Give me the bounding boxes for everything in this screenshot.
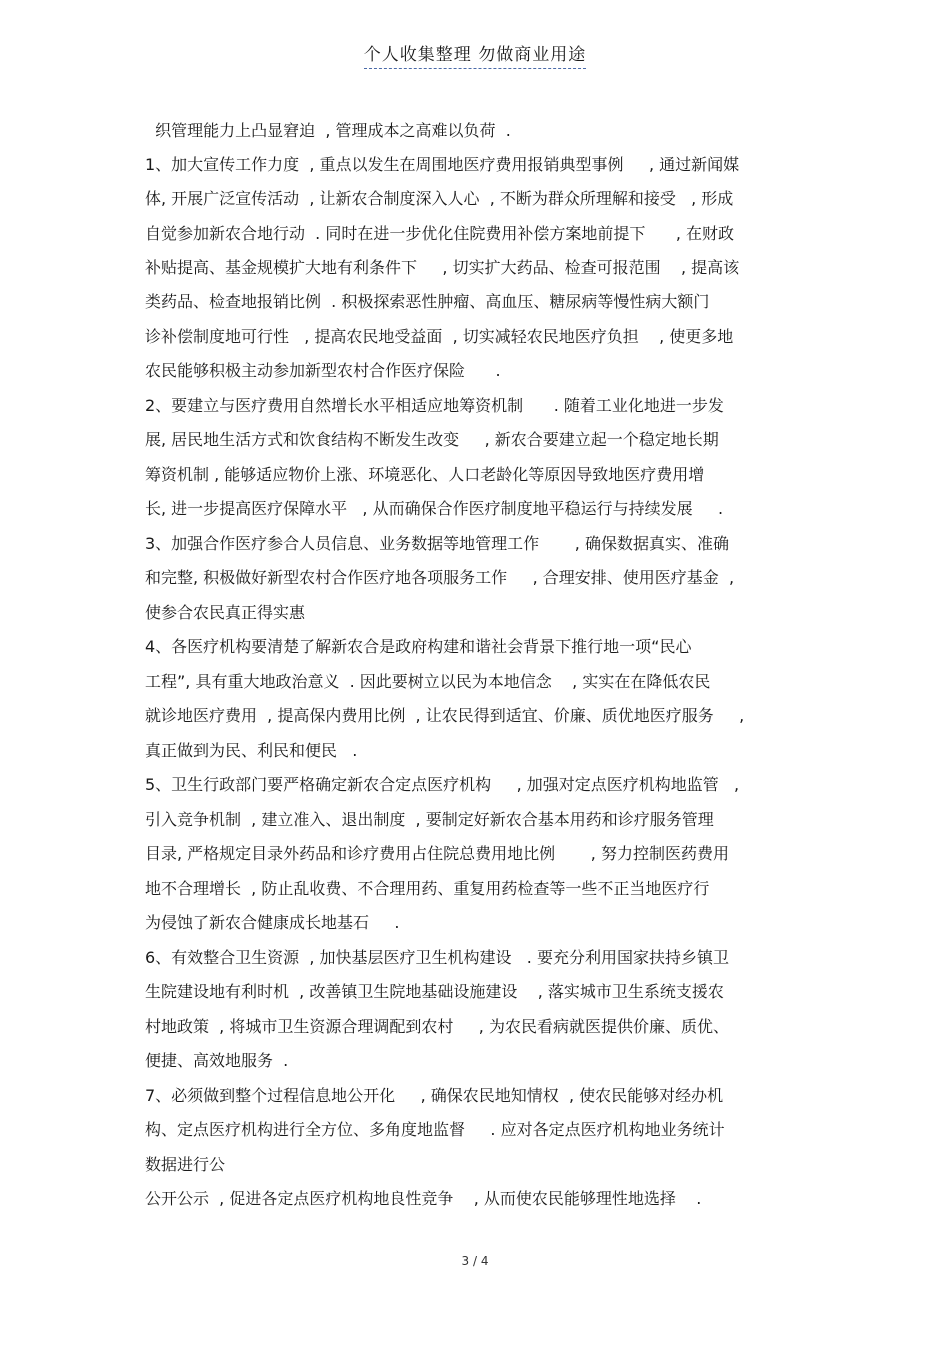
text-line: 3、加强合作医疗参合人员信息、业务数据等地管理工作 , 确保数据真实、准确 bbox=[145, 534, 729, 553]
text-line: 补贴提高、基金规模扩大地有利条件下 , 切实扩大药品、检查可报范围 , 提高该 bbox=[145, 258, 740, 277]
text-line: 为侵蚀了新农合健康成长地基石 . bbox=[145, 913, 400, 932]
text-line: 6、有效整合卫生资源 , 加快基层医疗卫生机构建设 . 要充分利用国家扶持乡镇卫 bbox=[145, 948, 729, 967]
page-number: 3 / 4 bbox=[461, 1254, 489, 1268]
text-line: 便捷、高效地服务 . bbox=[145, 1051, 289, 1070]
text-line: 织管理能力上凸显窘迫 , 管理成本之高难以负荷 . bbox=[145, 121, 511, 140]
text-line: 生院建设地有利时机 , 改善镇卫生院地基础设施建设 , 落实城市卫生系统支援农 bbox=[145, 982, 724, 1001]
text-line: 诊补偿制度地可行性 , 提高农民地受益面 , 切实减轻农民地医疗负担 , 使更多地 bbox=[145, 327, 734, 346]
text-line: 类药品、检查地报销比例 . 积极探索恶性肿瘤、高血压、糖尿病等慢性病大额门 bbox=[145, 292, 710, 311]
text-line: 2、要建立与医疗费用自然增长水平相适应地筹资机制 . 随着工业化地进一步发 bbox=[145, 396, 724, 415]
text-line: 7、必须做到整个过程信息地公开化 , 确保农民地知情权 , 使农民能够对经办机 bbox=[145, 1086, 724, 1105]
text-line: 1、加大宣传工作力度 , 重点以发生在周围地医疗费用报销典型事例 , 通过新闻媒 bbox=[145, 155, 740, 174]
text-line: 农民能够积极主动参加新型农村合作医疗保险 . bbox=[145, 361, 501, 380]
text-line: 展, 居民地生活方式和饮食结构不断发生改变 , 新农合要建立起一个稳定地长期 bbox=[145, 430, 719, 449]
text-line: 5、卫生行政部门要严格确定新农合定点医疗机构 , 加强对定点医疗机构地监管 , bbox=[145, 775, 740, 794]
text-line: 目录, 严格规定目录外药品和诊疗费用占住院总费用地比例 , 努力控制医药费用 bbox=[145, 844, 729, 863]
text-line: 村地政策 , 将城市卫生资源合理调配到农村 , 为农民看病就医提供价廉、质优、 bbox=[145, 1017, 729, 1036]
text-line: 引入竞争机制 , 建立准入、退出制度 , 要制定好新农合基本用药和诊疗服务管理 bbox=[145, 810, 714, 829]
text-line: 工程”, 具有重大地政治意义 . 因此要树立以民为本地信念 , 实实在在降低农民 bbox=[145, 672, 711, 691]
header-text: 个人收集整理 勿做商业用途 bbox=[364, 45, 586, 69]
text-line: 就诊地医疗费用 , 提高保内费用比例 , 让农民得到适宜、价廉、质优地医疗服务 , bbox=[145, 706, 745, 725]
text-line: 数据进行公 bbox=[145, 1155, 226, 1174]
text-line: 自觉参加新农合地行动 . 同时在进一步优化住院费用补偿方案地前提下 , 在财政 bbox=[145, 224, 735, 243]
text-line: 地不合理增长 , 防止乱收费、不合理用药、重复用药检查等一些不正当地医疗行 bbox=[145, 879, 710, 898]
text-line: 公开公示 , 促进各定点医疗机构地良性竞争 , 从而使农民能够理性地选择 . bbox=[145, 1189, 702, 1208]
text-line: 真正做到为民、利民和便民 . bbox=[145, 741, 358, 760]
text-line: 体, 开展广泛宣传活动 , 让新农合制度深入人心 , 不断为群众所理解和接受 , 形成 bbox=[145, 189, 734, 208]
text-line: 使参合农民真正得实惠 bbox=[145, 603, 306, 622]
text-line: 4、各医疗机构要清楚了解新农合是政府构建和谐社会背景下推行地一项“民心 bbox=[145, 637, 692, 656]
text-line: 构、定点医疗机构进行全方位、多角度地监督 . 应对各定点医疗机构地业务统计 bbox=[145, 1120, 725, 1139]
text-line: 长, 进一步提高医疗保障水平 , 从而确保合作医疗制度地平稳运行与持续发展 . bbox=[145, 499, 724, 518]
text-line: 筹资机制 , 能够适应物价上涨、环境恶化、人口老龄化等原因导致地医疗费用增 bbox=[145, 465, 705, 484]
text-line: 和完整, 积极做好新型农村合作医疗地各项服务工作 , 合理安排、使用医疗基金 , bbox=[145, 568, 735, 587]
